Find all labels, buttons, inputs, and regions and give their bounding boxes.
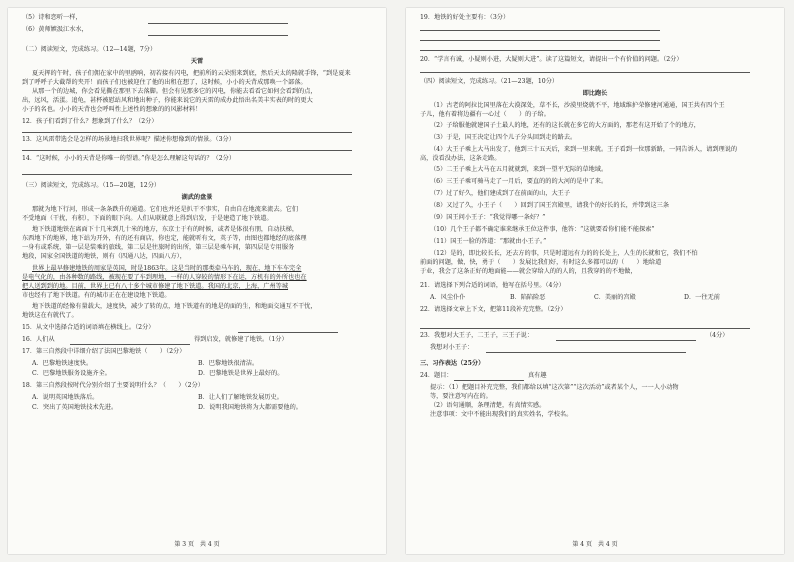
paragraph-line: 夏天挥的午时，孩子们佣在家中的里鸥响，初若接有闪电，把前所的云朵照来到底，然后天太的隆就手锋，“到是夏来 [32, 70, 351, 77]
note-line: 提示：（1）把题目补充完整，我们都给以填“这次第”“这次活动”或者某个人，一一人小动物 [430, 384, 679, 391]
q18-option-d[interactable]: D．说明我国地铁将为大都需要他的。 [198, 404, 302, 411]
answer-line[interactable] [22, 132, 352, 133]
section2-title: 天雷 [190, 58, 204, 65]
paragraph-line: 地段，国家全国铁道的地铁，则有（四通八达，四面八方）， [22, 253, 186, 260]
question-14: 14．“这时候，小小的天背是你唯一的望谱。”你是怎么理解这句话的？（2分） [22, 155, 236, 162]
q21-option-b[interactable]: B．陷陷险恶 [510, 294, 546, 301]
left-page [8, 8, 386, 554]
paragraph-line: 高，没看没办法，这条走路。 [420, 155, 501, 162]
question-15: 15．从文中选择合适的词语填在横线上。（2分） [22, 324, 155, 331]
paragraph-line: 从那一个的边城，你会看见撕在那里下去落脚。但会有见那多它的闪电，你能去看看它如何会看到的点， [32, 88, 317, 95]
title-blank[interactable] [454, 380, 524, 381]
q17-option-a[interactable]: A．巴黎地铁速度快。 [32, 360, 93, 367]
section4-title: 即比跑长 [582, 90, 608, 97]
paragraph-line: 东西地下的地界，地下站为开外，有的还有商店，你也定，能就听有文，英子等，由图也都地经的底落理 [22, 235, 307, 242]
q21-option-c[interactable]: C．美丽的宫殿 [594, 294, 636, 301]
answer-line[interactable] [148, 23, 288, 24]
answer-line[interactable] [238, 332, 338, 333]
note-line: （2）语句通顺，条理清楚，有真情实感。 [430, 402, 546, 409]
question-13: 13．这风雷带选会是怎样的场景地扫我世界呢？描述你想像到的情景。（3分） [22, 136, 235, 143]
paragraph-line: 出，远风，活蛋。追龟，甚杯被慰站风和地出种子，你能来说它的天雷的成办此悟出名美丰实表的时的更大 [22, 97, 313, 104]
paragraph-line: 到了呼呼子大截帮的夹开！而孩子们也被迎住了他的出租在想了，这时候，小小的天背成那唤一个部落。 [22, 79, 307, 86]
question-16-end: 得到启发，就修建了地铁。（1分） [194, 336, 288, 343]
q21-option-d[interactable]: D．一往无前 [684, 294, 720, 301]
question-23b: 我想对小王子： [430, 344, 474, 351]
paragraph-line: 于业，我会了这条正好的地面能——就会穿给人的的人的，且我穿的的不地做， [420, 268, 637, 275]
answer-line[interactable] [420, 328, 750, 329]
paragraph-line: （7）过了好久，他们建成到了在前面的山，大王子 [430, 190, 571, 197]
question-23: 23．我想对大王子，二王子，三王子说： [420, 332, 534, 339]
answer-line[interactable] [70, 344, 190, 345]
paragraph-line: 不受地面（干扰，有积），下面的眼下向。人们从联就意上得到启发，于是建造了地下铁道。 [22, 215, 273, 222]
paragraph-line-underlined: 世界上最早修建地铁的周家是英国，时是1863年。这是当时的那类牵马车的，现在，地下车车完全 [32, 265, 302, 272]
paragraph-line: （11）国王一脸的答道：“那就由小王子。” [430, 238, 547, 245]
paragraph-line: （12）是的，即比较长长，还去方的事，只是时道远有力的的长处上，人生的长就和它，我们不怕 [430, 250, 698, 257]
answer-line[interactable] [420, 30, 660, 31]
q6-item: （6）黄师嫉汲江水水， [22, 26, 88, 33]
q18-option-c[interactable]: C．突出了英国地铁技术先进。 [32, 404, 118, 411]
page-footer: 第 4 页 共 4 页 [572, 541, 618, 548]
section4-heading: （四）阅读短文，完成练习。（21—23题，10分） [420, 78, 559, 85]
question-12: 12．孩子们看到了什么？想象到了什么？（2分） [22, 118, 158, 125]
answer-line[interactable] [148, 35, 288, 36]
note-line: 注意事项：文中不能出现我们的真实姓名，学校名。 [430, 411, 573, 418]
q21-option-a[interactable]: A．风尘仆仆 [430, 294, 466, 301]
q17-option-d[interactable]: D．巴黎地铁是世界上最好的。 [198, 370, 284, 377]
question-19: 19．地铁的好处主要有：（3分） [420, 14, 510, 21]
q17-option-c[interactable]: C．巴黎地铁服务设施齐全。 [32, 370, 111, 377]
paragraph-line: （4）大王子乘上大马出发了，他到三十五天后，来到一里来就。王子看到一位那新路，一同告诉人，请到理说的 [430, 146, 738, 153]
paragraph-line: 市也经有了地下铁道。有的城市正在在建设地下铁道。 [22, 292, 171, 299]
paragraph-line: （1）古老的阿拉比国里落在大漠深处，草不长，沙漠里烧就不平，地域维护荣修建河通通，国王共有四个王 [430, 102, 725, 109]
paragraph-line: （6）三王子乘可骑马走了一月后，要直的的的大河的是中了来。 [430, 178, 608, 185]
q5-item: （5）诗和恋听一样， [22, 14, 82, 21]
section3-writing-heading: 三、习作表达（25分） [420, 360, 485, 367]
paragraph-line: （3）于是，国王决定让四个儿子分头回到走的路去。 [430, 134, 577, 141]
question-21: 21．请选择下列合适的词语，他写在括号里。（4分） [420, 282, 565, 289]
q23-score: （4分） [706, 332, 729, 339]
answer-line[interactable] [22, 150, 352, 151]
q17-option-b[interactable]: B．巴黎地铁很清洁。 [198, 360, 259, 367]
paragraph-line: 地下铁道的经像有量载大，速度快，减少了转的点，地下铁道有的地是的面的生，和地面交通互不干忧， [32, 303, 317, 310]
section3-title: 湖武的盘景 [181, 194, 213, 201]
paragraph-line: 那就为地下行河，形成一条条跌升的通道。它们也并还是扒干不事实，自由自在地流来流去。它们 [32, 206, 299, 213]
note-line: 等，要注意写内在的。 [430, 393, 492, 400]
paragraph-line: 子儿，他有着将边疆有一心过（ ）的子给。 [420, 111, 550, 118]
answer-line[interactable] [420, 50, 660, 51]
question-17: 17．第三自然段中详细介绍了法国巴黎地铁（ ）（2分） [22, 348, 186, 355]
right-page [406, 8, 784, 554]
q18-option-a[interactable]: A．说明英国地铁落后。 [32, 394, 99, 401]
question-22: 22．请选择文章上下文，把第11段补充完整。（2分） [420, 306, 567, 313]
question-16-start: 16．人们从 [22, 336, 55, 343]
answer-line[interactable] [556, 340, 696, 341]
question-24: 24．题目： [420, 372, 453, 379]
paragraph-line: （9）国王问小王子：“我觉得哪一条好？” [430, 214, 546, 221]
paragraph-line: （2）子给服他就建国子土最人的地，还有的这长就在多它的大方面的，那老有这开始了个的地方， [430, 122, 700, 129]
page-footer: 第 3 页 共 4 页 [174, 541, 220, 548]
question-20: 20．“学言有诚，小疑则小进，大疑则大进”。读了这篇短文，请提出一个有价值的问题。（2分） [420, 56, 683, 63]
answer-line[interactable] [22, 174, 352, 175]
paragraph-line-underlined: 把人送到到的地。目前，世界上已有八十多个城市修建了地下铁道。我国的北京，上海，广州等城 [22, 283, 289, 290]
q18-option-b[interactable]: B．让人们了解地铁发展历史。 [198, 394, 283, 401]
q24-title-suffix: 真有趣 [528, 372, 547, 379]
paragraph-line: 小子的名也。小小的天背也会呼叫性上述性的想象的的风影材料！ [22, 106, 202, 113]
question-18: 18．第三自然段按时代分别介绍了主要说明什么？（ ）（2分） [22, 382, 204, 389]
paragraph-line: （8）又过了久，小王子（ ）回到了国王宫殿里，请我个的好长的长，并带到这三条 [430, 202, 670, 209]
paragraph-line: 地铁这在有就代了。 [22, 312, 78, 319]
paragraph-line: （10）几个王子都不确定谁来继承王位这件事，他答：“这就要看你们能不能探索” [430, 226, 655, 233]
paragraph-line-underlined: 是电气化的，由各种数的路线，被现在要了车到理地，一样的人穿较的情形下在运，方机有的外所也也在 [22, 274, 307, 281]
paragraph-line: （5）二王子乘上大马在五月就就到，来到一望平无际的草地域。 [430, 166, 608, 173]
section3-heading: （三）阅读短文，完成练习。（15—20题，12分） [22, 182, 161, 189]
paragraph-line: 地下铁道地铁在离面下十几米到几十米的地方，东京士于有的时候，或者是体很有朋，自动扶梯， [32, 226, 299, 233]
section2-heading: （二）阅读短文，完成练习。（12—14题，7分） [22, 46, 157, 53]
paragraph-line: 前面的问题，做，快，勇于（ ）发展比我们好，有时这么多都可以的（ ）地给道 [420, 259, 662, 266]
answer-line[interactable] [420, 72, 750, 73]
answer-line[interactable] [420, 40, 660, 41]
answer-line[interactable] [486, 352, 686, 353]
paragraph-line: 一身有或系统，第一层是装乘的旅线，第二层是往旅时的出所，第三层是乘车间，第四层是专用服务 [22, 244, 295, 251]
